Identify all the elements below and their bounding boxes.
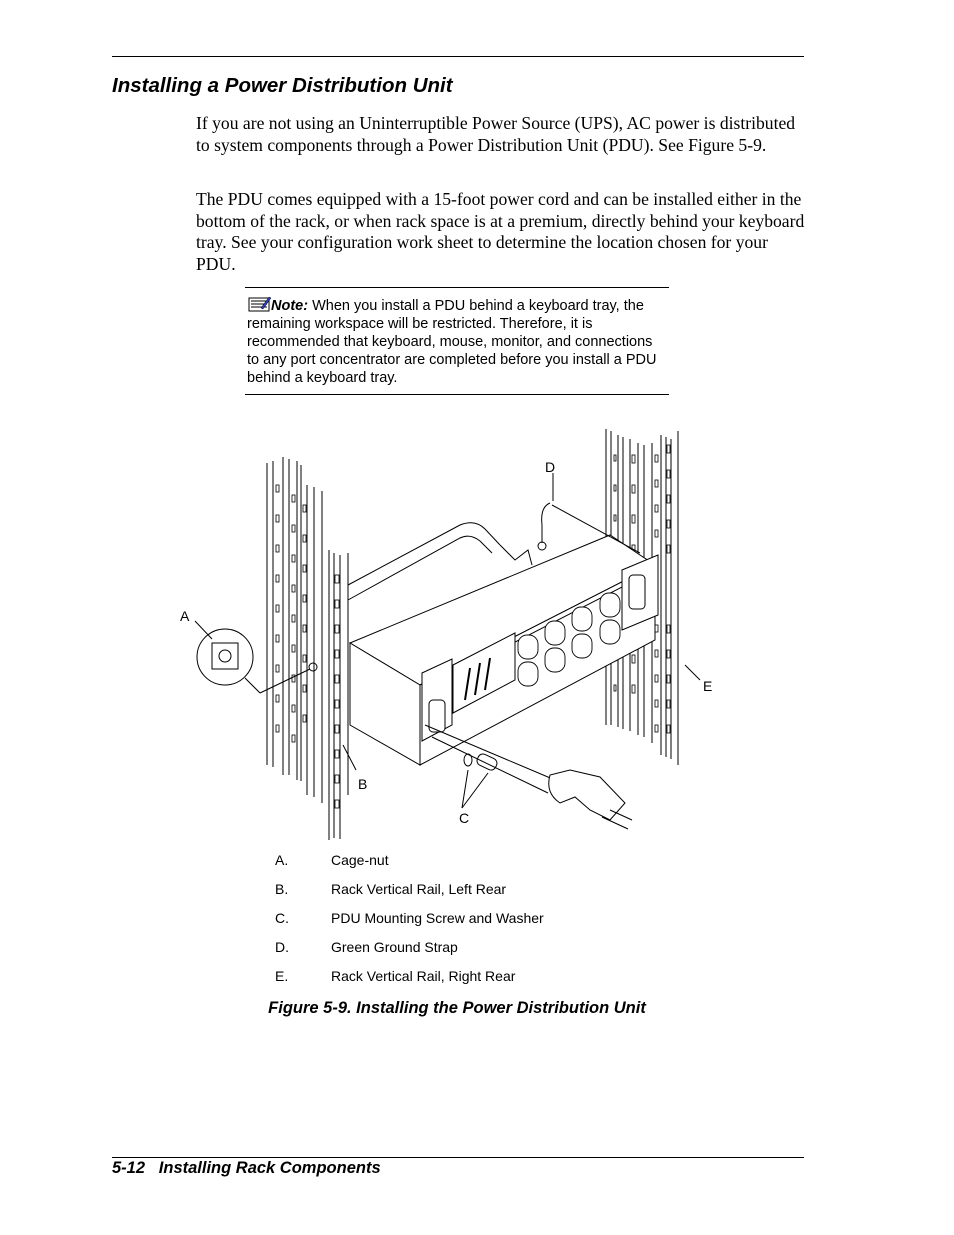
legend-item-b	[275, 881, 695, 910]
legend-item-a	[275, 852, 695, 881]
legend-letter: E.	[275, 968, 289, 984]
legend-letter: A.	[275, 852, 289, 868]
legend-letter: B.	[275, 881, 289, 897]
note-body: When you install a PDU behind a keyboard tray, the remaining workspace will be restricted. Therefore, it is recommended that keyboard, mouse, monitor, and connections to any port concentrator are completed before you install a PDU behind a keyboard tray.	[247, 298, 657, 386]
pdu-installation-figure	[170, 425, 730, 850]
body-paragraph-1: If you are not using an Uninterruptible Power Source (UPS), AC power is distributed to system components through a Power Distribution Unit (PDU). See Figure 5-9.	[196, 113, 796, 155]
note-box	[245, 287, 669, 395]
pdu-cord-loop	[348, 523, 500, 600]
callout-d: D	[545, 459, 556, 475]
legend-text: PDU Mounting Screw and Washer	[331, 910, 544, 926]
legend-item-d	[275, 939, 695, 968]
section-title: Installing a Power Distribution Unit	[112, 74, 453, 97]
note-pad-icon	[247, 296, 271, 312]
legend-text: Green Ground Strap	[331, 939, 458, 955]
figure-legend	[275, 852, 695, 997]
body-paragraph-2: The PDU comes equipped with a 15-foot power cord and can be installed either in the bottom of the rack, or when rack space is at a premium, directly behind your keyboard tray. See your configuration work sheet to determine the location chosen for your PDU.	[196, 189, 805, 274]
callout-c: C	[459, 810, 470, 826]
legend-text: Rack Vertical Rail, Left Rear	[331, 881, 507, 897]
page-footer: 5-12 Installing Rack Components	[112, 1159, 381, 1177]
legend-item-c	[275, 910, 695, 939]
callout-b: B	[358, 776, 368, 792]
legend-letter: C.	[275, 910, 289, 926]
note-label: Note:	[271, 298, 309, 314]
legend-text: Cage-nut	[331, 852, 389, 868]
footer-rule	[112, 1157, 804, 1158]
note-text	[247, 296, 665, 387]
cage-nut-detail	[197, 629, 317, 693]
callout-e: E	[703, 678, 713, 694]
legend-item-e	[275, 968, 695, 997]
left-rear-rail	[267, 457, 348, 840]
legend-letter: D.	[275, 939, 289, 955]
callout-a: A	[180, 608, 190, 624]
header-rule	[112, 56, 804, 57]
figure-caption: Figure 5-9. Installing the Power Distribution Unit	[268, 999, 646, 1017]
legend-text: Rack Vertical Rail, Right Rear	[331, 968, 516, 984]
